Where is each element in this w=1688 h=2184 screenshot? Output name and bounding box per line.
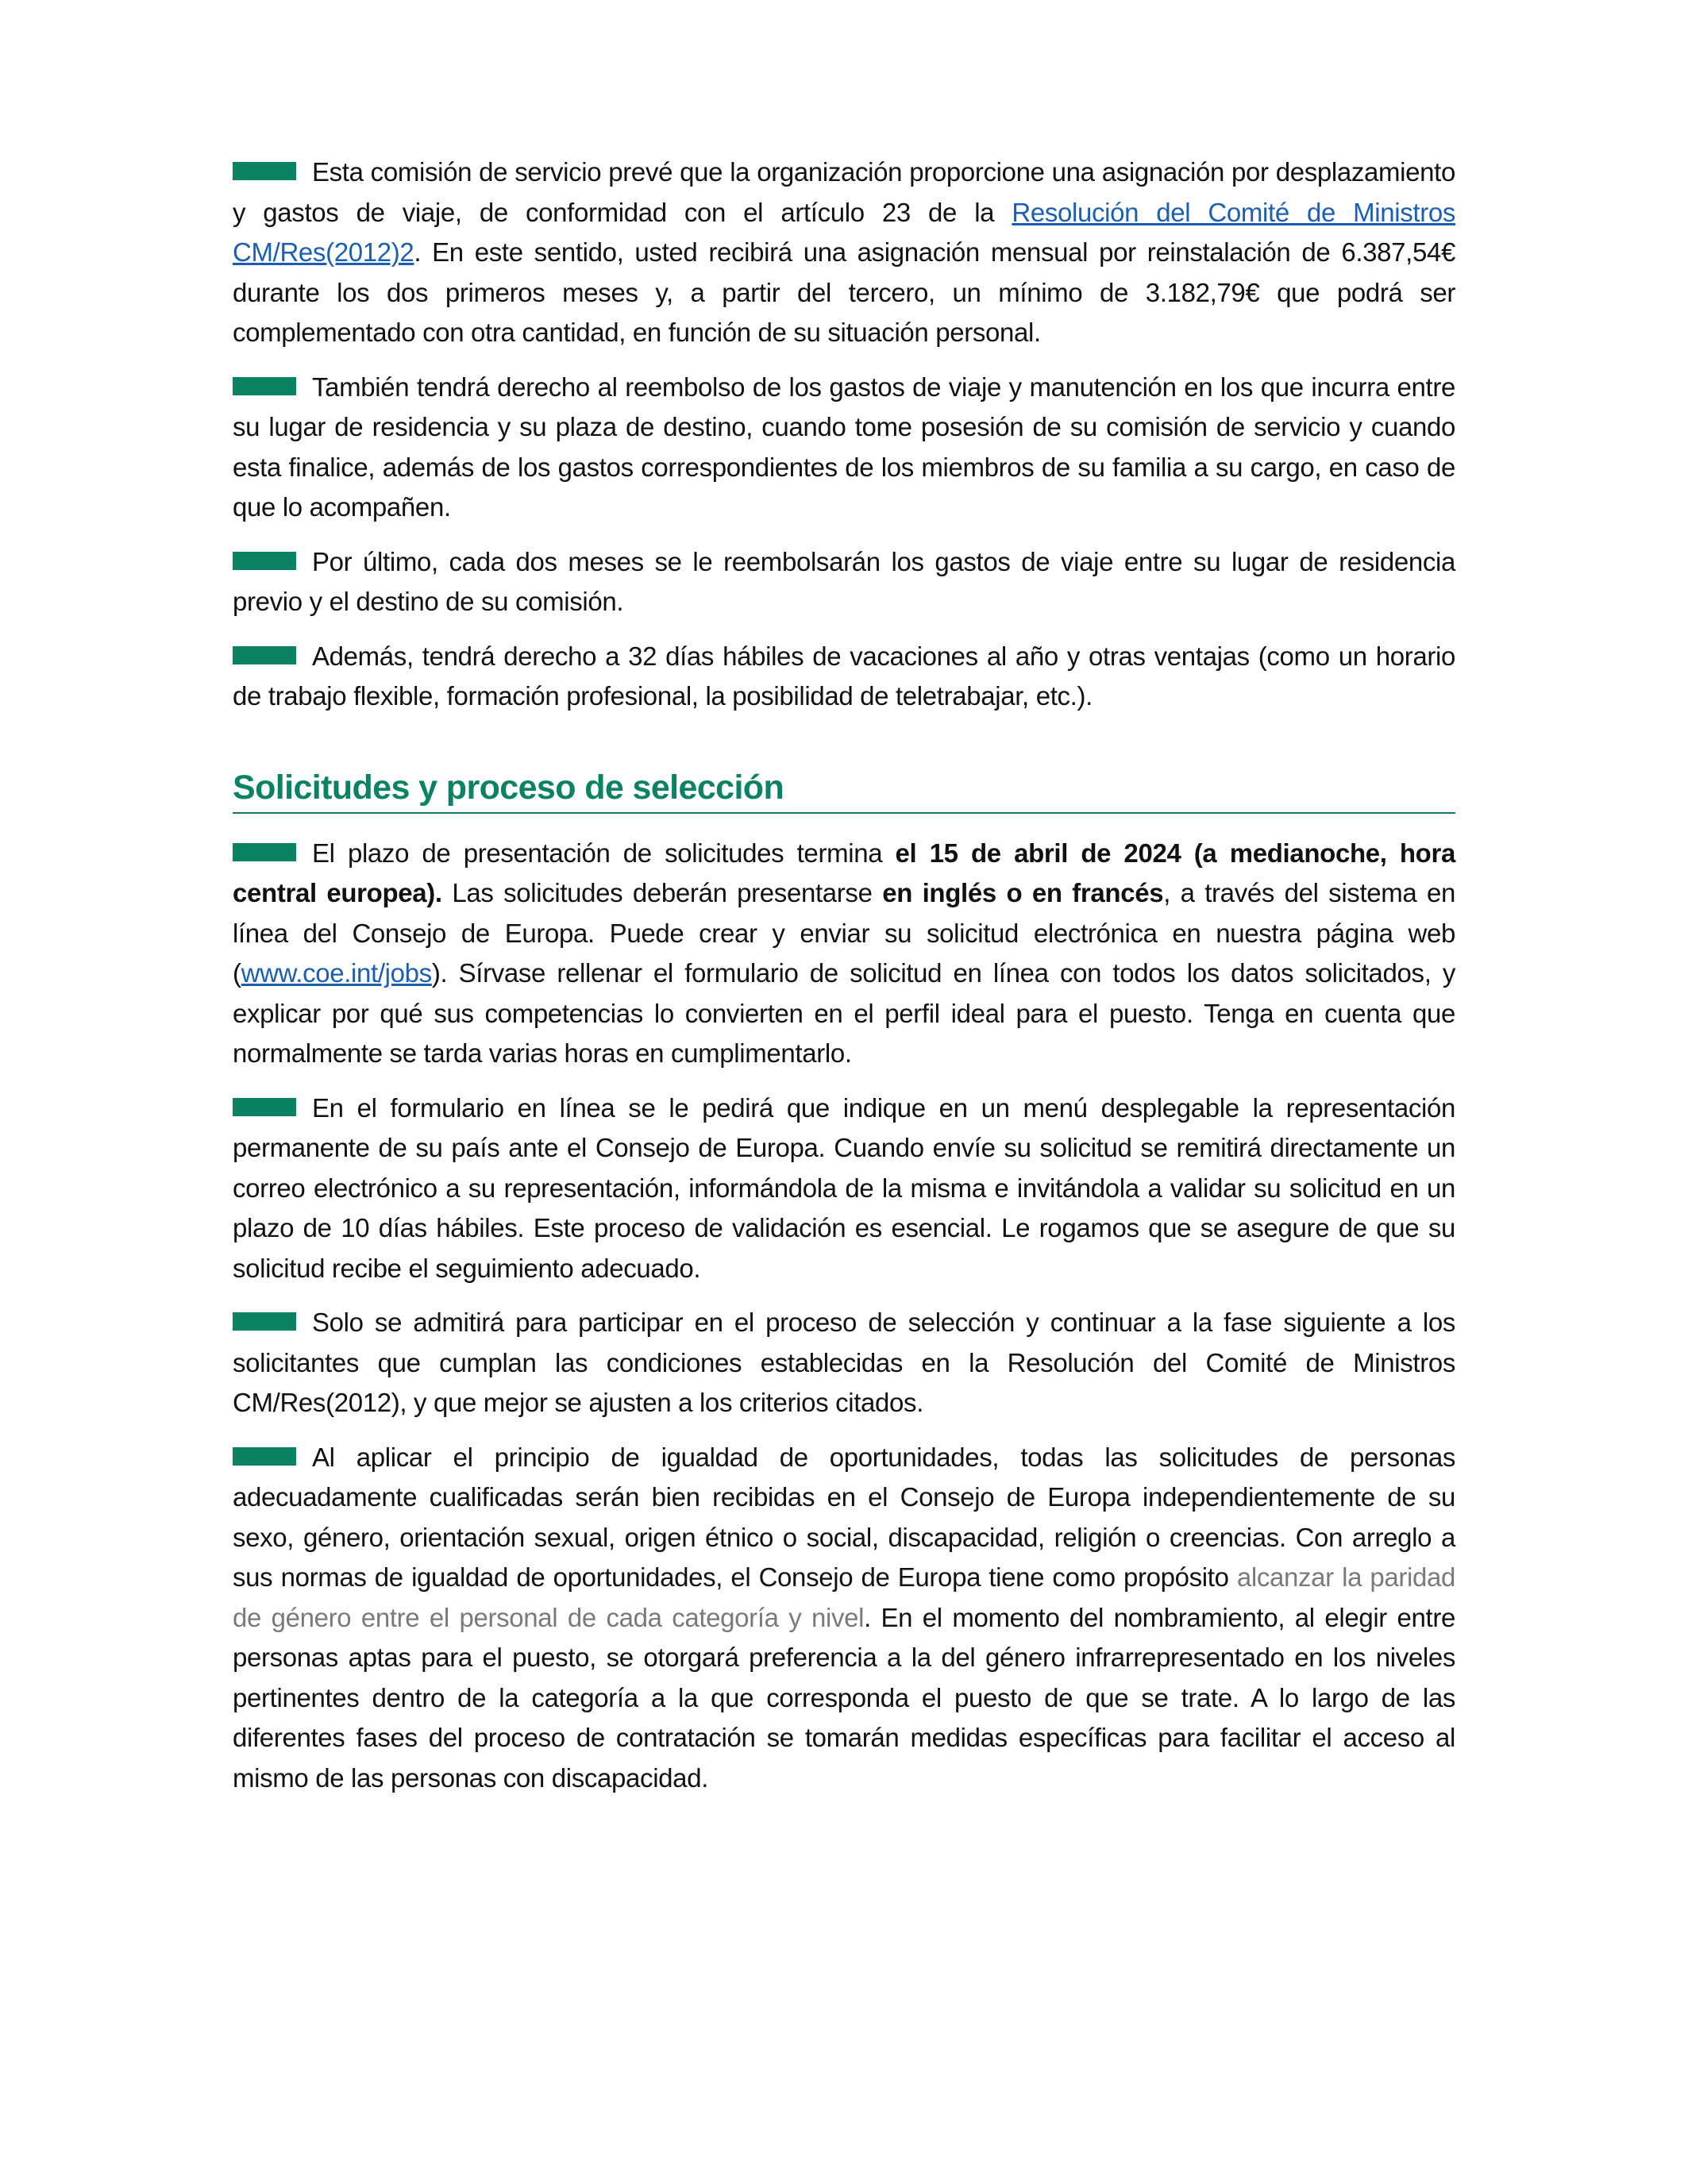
languages-emphasis: en inglés o en francés bbox=[882, 878, 1164, 907]
paragraph-travel-allowance bbox=[233, 152, 1455, 353]
green-bullet-marker bbox=[233, 162, 296, 180]
jobs-website-link[interactable]: www.coe.int/jobs bbox=[241, 958, 432, 988]
paragraph-text: El plazo de presentación de solicitudes termina bbox=[312, 838, 896, 868]
green-bullet-marker bbox=[233, 1447, 296, 1466]
paragraph-text: En el formulario en línea se le pedirá que indique en un menú desplegable la representación permanente de su país ante el Consejo de Europa. Cuando envíe su solicitud se remitirá directamente un correo electrónico a su representación, informándola de la misma e invitándola a validar su solicitud en un plazo de 10 días hábiles. Este proceso de validación es esencial. Le rogamos que se asegure de que su solicitud recibe el seguimiento adecuado. bbox=[233, 1092, 1455, 1283]
paragraph-text: Además, tendrá derecho a 32 días hábiles de vacaciones al año y otras ventajas (como un horario de trabajo flexible, formación profesional, la posibilidad de teletrabajar, etc.). bbox=[233, 641, 1455, 711]
paragraph-text: Esta comisión de servicio prevé que la organización proporcione una asignación por desplazamiento y gastos de viaje, de conformidad con el artículo 23 de la bbox=[233, 157, 1455, 227]
paragraph-text: ). Sírvase rellenar el formulario de solicitud en línea con todos los datos solicitados, y explicar por qué sus competencias lo convierten en el perfil ideal para el puesto. Tenga en cuenta que normalmente se tarda varias horas en cumplimentarlo. bbox=[233, 958, 1455, 1068]
deadline-date: el 15 de abril de 2024 (a medianoche, hora central europea). bbox=[233, 838, 1455, 907]
gender-parity-text: alcanzar la paridad de género entre el personal de cada categoría y nivel bbox=[233, 1562, 1455, 1632]
resolution-link[interactable]: Resolución del Comité de Ministros CM/Res(2012)2 bbox=[233, 197, 1455, 267]
green-bullet-marker bbox=[233, 377, 296, 395]
green-bullet-marker bbox=[233, 1312, 296, 1331]
paragraph-text: Las solicitudes deberán presentarse bbox=[441, 878, 883, 907]
paragraph-text: Al aplicar el principio de igualdad de oportunidades, todas las solicitudes de personas adecuadamente cualificadas serán bien recibidas en el Consejo de Europa independientemente de su sexo, género, orientación sexual, origen étnico o social, discapacidad, religión o creencias. Con arreglo a sus normas de igualdad de oportunidades, el Consejo de Europa tiene como propósito bbox=[233, 1442, 1455, 1592]
paragraph-text: Por último, cada dos meses se le reembolsarán los gastos de viaje entre su lugar de residencia previo y el destino de su comisión. bbox=[233, 546, 1455, 616]
paragraph-text: . En el momento del nombramiento, al elegir entre personas aptas para el puesto, se otorgará preferencia a la del género infrarrepresentado en los niveles pertinentes dentro de la categoría a la que corresponda el puesto de que se trate. A lo largo de las diferentes fases del proceso de contratación se tomarán medidas específicas para facilitar el acceso al mismo de las personas con discapacidad. bbox=[233, 1602, 1456, 1793]
green-bullet-marker bbox=[233, 1098, 296, 1116]
document-page bbox=[233, 152, 1455, 1812]
paragraph-vacation bbox=[233, 637, 1455, 717]
paragraph-text: . En este sentido, usted recibirá una asignación mensual por reinstalación de 6.387,54€ durante los dos primeros meses y, a partir del tercero, un mínimo de 3.182,79€ que podrá ser complementado con otra cantidad, en función de su situación personal. bbox=[233, 237, 1455, 347]
paragraph-text: Solo se admitirá para participar en el proceso de selección y continuar a la fase siguiente a los solicitantes que cumplan las condiciones establecidas en la Resolución del Comité de Ministros CM/Res(2012), y que mejor se ajusten a los criterios citados. bbox=[233, 1308, 1455, 1417]
paragraph-representation bbox=[233, 1088, 1455, 1289]
paragraph-text: , a través del sistema en línea del Consejo de Europa. Puede crear y enviar su solicitud electrónica en nuestra página web ( bbox=[233, 878, 1456, 988]
green-bullet-marker bbox=[233, 843, 296, 861]
green-bullet-marker bbox=[233, 646, 296, 664]
paragraph-equal-opportunities bbox=[233, 1438, 1455, 1799]
paragraph-deadline bbox=[233, 834, 1455, 1074]
section-body bbox=[233, 834, 1455, 1799]
section-heading: Solicitudes y proceso de selección bbox=[233, 768, 1455, 814]
paragraph-admission bbox=[233, 1303, 1455, 1423]
paragraph-text: También tendrá derecho al reembolso de los gastos de viaje y manutención en los que incurra entre su lugar de residencia y su plaza de destino, cuando tome posesión de su comisión de servicio y cuando esta finalice, además de los gastos correspondientes de los miembros de su familia a su cargo, en caso de que lo acompañen. bbox=[233, 372, 1455, 522]
paragraph-bimonthly-travel bbox=[233, 542, 1455, 622]
green-bullet-marker bbox=[233, 552, 296, 570]
paragraph-reimbursement bbox=[233, 368, 1455, 528]
